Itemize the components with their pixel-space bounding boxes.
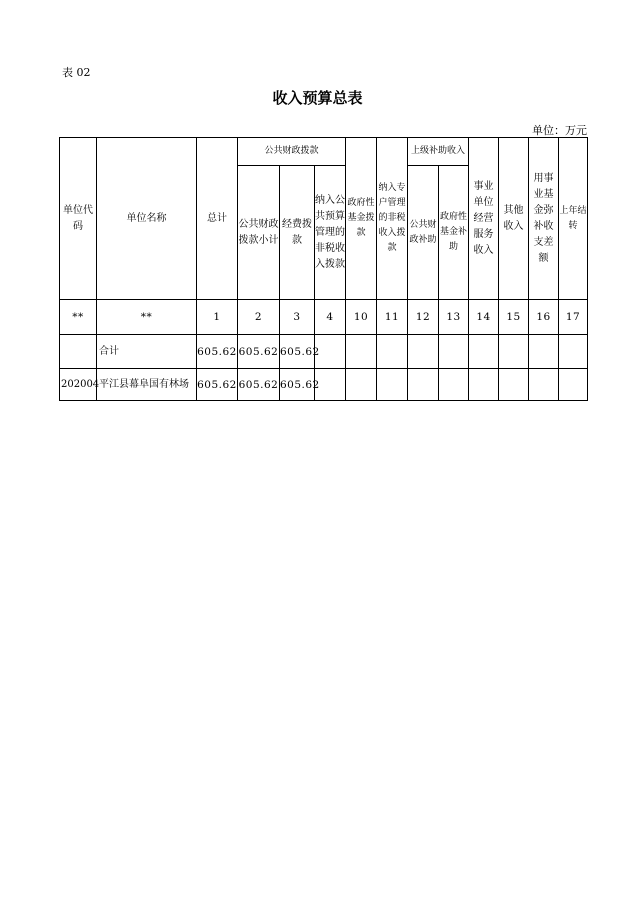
table-row: [60, 369, 588, 401]
cell-value: [469, 335, 499, 369]
header-fund-offset: 用事业基金弥补收支差额: [529, 138, 559, 300]
header-public-finance-subtotal: 公共财政拨款小计: [238, 166, 280, 300]
header-carryover: 上年结转: [559, 138, 588, 300]
cell-value: [499, 335, 529, 369]
index-cell: 11: [377, 300, 408, 335]
index-cell: 12: [408, 300, 439, 335]
index-cell: 1: [197, 300, 238, 335]
income-budget-table: [59, 137, 588, 401]
header-unit-name: 单位名称: [97, 138, 197, 300]
cell-value: 605.62: [280, 369, 315, 401]
header-unit-code: 单位代码: [60, 138, 97, 300]
index-cell: 10: [346, 300, 377, 335]
header-public-finance-subsidy: 公共财政补助: [408, 166, 439, 300]
table-row-total: [60, 335, 588, 369]
index-cell: 15: [499, 300, 529, 335]
cell-value: [559, 369, 588, 401]
cell-value: [529, 335, 559, 369]
cell-name: 平江县幕阜国有林场: [97, 369, 197, 401]
cell-value: 605.62: [238, 369, 280, 401]
cell-value: [377, 335, 408, 369]
cell-value: [346, 369, 377, 401]
header-public-finance-group: 公共财政拨款: [238, 138, 346, 166]
index-cell: 16: [529, 300, 559, 335]
cell-value: [529, 369, 559, 401]
cell-value: [469, 369, 499, 401]
header-non-tax-in-budget: 纳入公共预算管理的非税收入拨款: [315, 166, 346, 300]
header-total: 总计: [197, 138, 238, 300]
header-superior-subsidy-group: 上级补助收入: [408, 138, 469, 166]
unit-note: 单位：万元: [532, 124, 587, 137]
header-row-1: [60, 138, 588, 166]
cell-value: [439, 369, 469, 401]
index-cell: 13: [439, 300, 469, 335]
cell-name: 合计: [97, 335, 197, 369]
cell-value: [439, 335, 469, 369]
header-gov-fund-subsidy: 政府性基金补助: [439, 166, 469, 300]
page-title: 收入预算总表: [272, 89, 363, 107]
cell-value: [499, 369, 529, 401]
cell-value: 605.62: [197, 335, 238, 369]
cell-value: [408, 369, 439, 401]
cell-code: [60, 335, 97, 369]
header-business-income: 事业单位经营服务收入: [469, 138, 499, 300]
index-cell: 14: [469, 300, 499, 335]
header-other-income: 其他收入: [499, 138, 529, 300]
cell-value: 605.62: [280, 335, 315, 369]
cell-value: [377, 369, 408, 401]
header-non-tax-special: 纳入专户管理的非税收入拨款: [377, 138, 408, 300]
index-cell: 3: [280, 300, 315, 335]
header-gov-fund: 政府性基金拨款: [346, 138, 377, 300]
cell-value: 605.62: [197, 369, 238, 401]
table-number-label: 表 02: [62, 66, 91, 79]
index-cell: **: [97, 300, 197, 335]
cell-code: 202004: [60, 369, 97, 401]
index-cell: 4: [315, 300, 346, 335]
cell-value: [346, 335, 377, 369]
index-cell: 17: [559, 300, 588, 335]
index-row: [60, 300, 588, 335]
header-operating-funds: 经费拨款: [280, 166, 315, 300]
cell-value: 605.62: [238, 335, 280, 369]
cell-value: [408, 335, 439, 369]
index-cell: 2: [238, 300, 280, 335]
index-cell: **: [60, 300, 97, 335]
cell-value: [559, 335, 588, 369]
